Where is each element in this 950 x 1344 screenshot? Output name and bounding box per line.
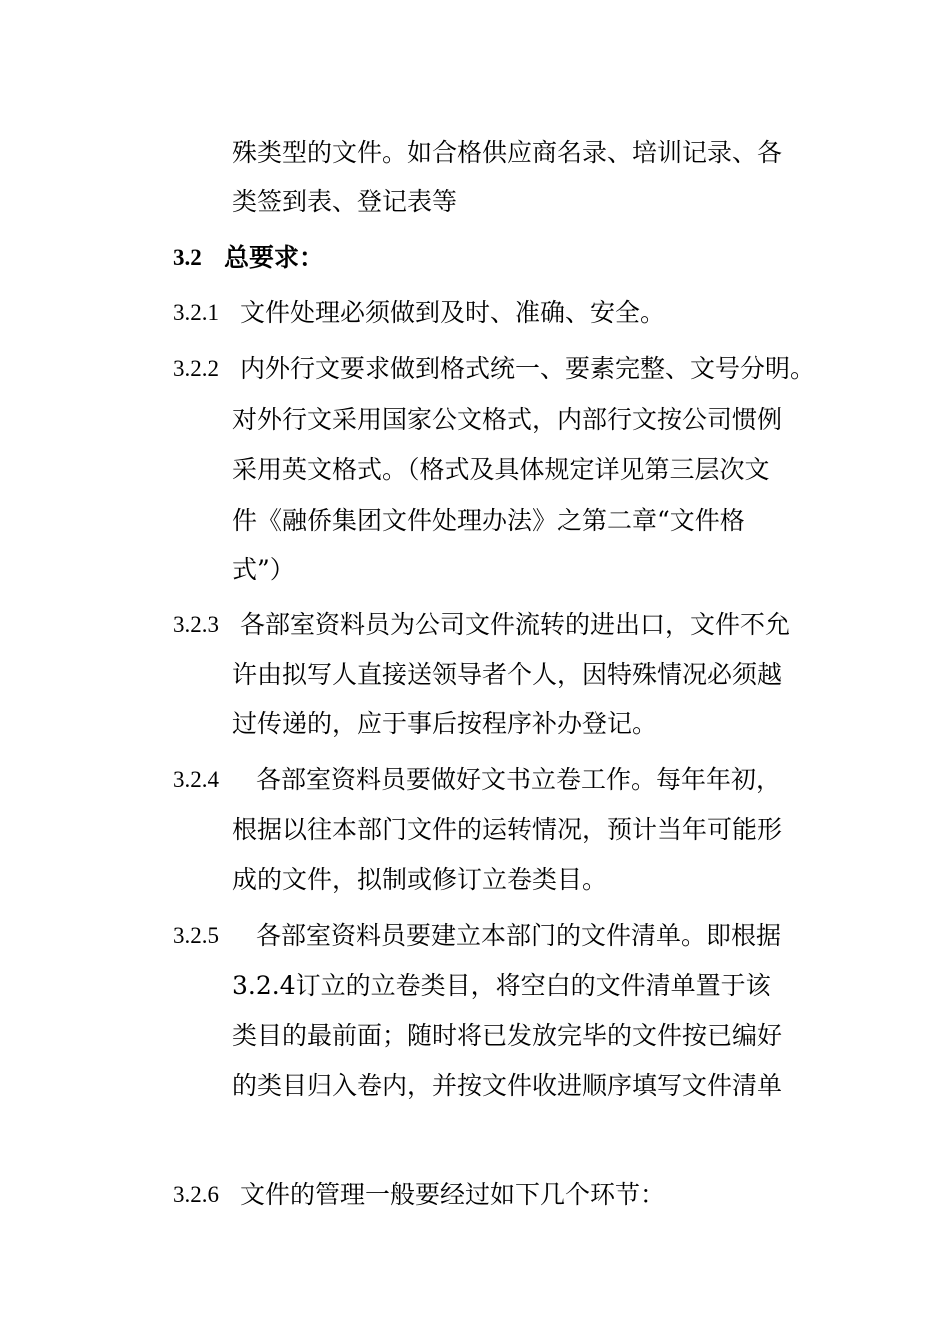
paragraph-line: 类签到表、登记表等	[232, 187, 458, 216]
item-text: 过传递的，应于事后按程序补办登记。	[232, 709, 658, 738]
item-number: 3.2.6	[173, 1182, 219, 1207]
item-text: 各部室资料员要建立本部门的文件清单。即根据	[256, 921, 782, 950]
item-text: 许由拟写人直接送领导者个人，因特殊情况必须越	[232, 660, 783, 689]
item-text: 采用英文格式。（格式及具体规定详见第三层次文	[232, 455, 770, 484]
item-text: 文件处理必须做到及时、准确、安全。	[240, 298, 666, 327]
item-text: 类目的最前面；随时将已发放完毕的文件按已编好	[232, 1021, 783, 1050]
item-text: 对外行文采用国家公文格式，内部行文按公司惯例	[232, 405, 783, 434]
section-title: 总要求：	[224, 243, 325, 272]
item-text: 3.2.4订立的立卷类目，将空白的文件清单置于该	[232, 971, 771, 1000]
item-number: 3.2.3	[173, 612, 219, 637]
item-text: 各部室资料员为公司文件流转的进出口，文件不允	[240, 610, 791, 639]
item-text: 各部室资料员要做好文书立卷工作。每年年初，	[256, 765, 782, 794]
item-text: 内外行文要求做到格式统一、要素完整、文号分明。	[240, 354, 816, 383]
item-text: 成的文件，拟制或修订立卷类目。	[232, 865, 608, 894]
item-text: 文件的管理一般要经过如下几个环节：	[240, 1180, 666, 1209]
item-number: 3.2.1	[173, 300, 219, 325]
item-text: 的类目归入卷内，并按文件收进顺序填写文件清单	[232, 1071, 783, 1100]
item-number: 3.2.4	[173, 767, 219, 792]
item-text: 式”）	[232, 555, 295, 584]
section-number: 3.2	[173, 245, 202, 270]
item-text: 件《融侨集团文件处理办法》之第二章“文件格	[232, 506, 745, 535]
item-number: 3.2.2	[173, 356, 219, 381]
paragraph-line: 殊类型的文件。如合格供应商名录、培训记录、各	[232, 138, 783, 167]
item-text: 根据以往本部门文件的运转情况，预计当年可能形	[232, 815, 783, 844]
item-number: 3.2.5	[173, 923, 219, 948]
